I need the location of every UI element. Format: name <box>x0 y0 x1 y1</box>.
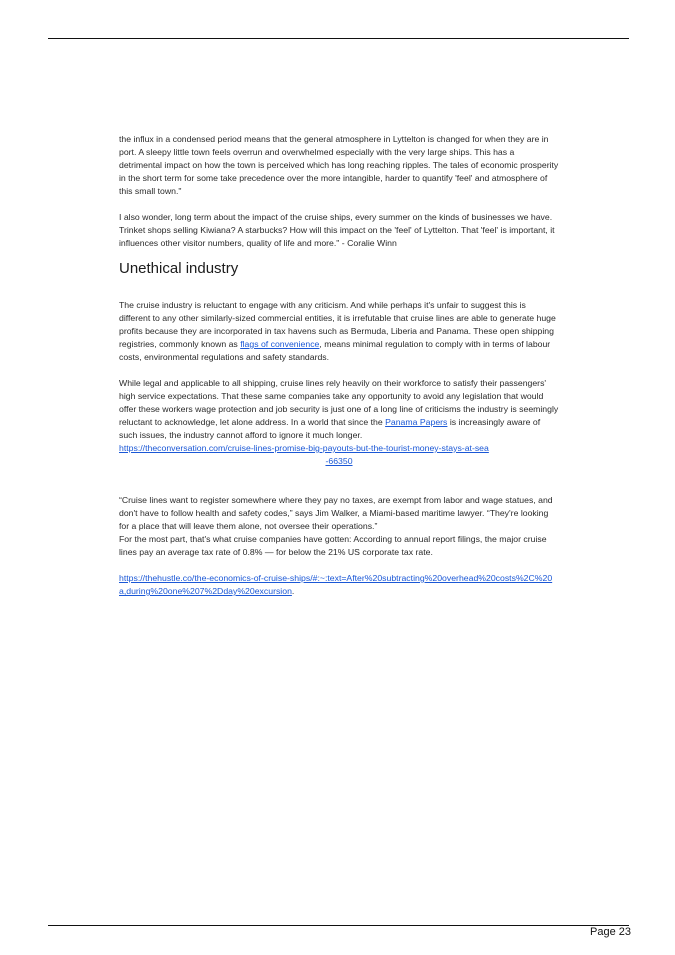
footer-rule <box>48 925 629 926</box>
hustle-url-link[interactable]: https://thehustle.co/the-economics-of-cruise-ships/#:~:text=After%20subtracting%20overhead%20costs%2C%20a,during%20one%207%2Dday%20excursion <box>119 573 553 596</box>
paragraph-tax-rate: For the most part, that's what cruise companies have gotten: According to annual report filings, the major cruise lines pay an average tax rate of 0.8% — for below the 21% US corporate tax rate. <box>119 534 547 557</box>
document-body <box>119 133 559 598</box>
flags-of-convenience-link[interactable]: flags of convenience <box>240 339 320 349</box>
paragraph-workforce <box>119 377 559 442</box>
page-number: Page 23 <box>590 926 631 938</box>
section-heading: Unethical industry <box>119 260 239 277</box>
quote-paragraph-1: the influx in a condensed period means that the general atmosphere in Lyttelton is changed for when they are in port. A sleepy little town feels overrun and overwhelmed especially with the very large ships. This has a detrimental impact on how the town is perceived which has long reaching ripples. The tales of economic prosperity in the short term for some take precedence over the more intangible, harder to quantify 'feel' and atmosphere of this small town." <box>119 134 559 196</box>
panama-papers-link[interactable]: Panama Papers <box>385 417 448 427</box>
url-period: . <box>291 586 295 596</box>
paragraph-text: is increasingly aware of such issues, the industry cannot afford to ignore it much longer. <box>119 417 541 440</box>
paragraph-text: The cruise industry is reluctant to engage with any criticism. And while perhaps it's unfair to suggest this is different to any other similarly-sized commercial entities, it is irrefutable that cruise lines are able to generate huge profits because they are incorporated in tax havens such as Bermuda, Liberia and Panama. These open shipping registries, commonly known as <box>119 300 556 349</box>
header-rule <box>48 38 629 39</box>
hustle-url-paragraph <box>119 572 559 598</box>
paragraph-tax-havens <box>119 299 559 364</box>
quote-paragraph-2: I also wonder, long term about the impact of the cruise ships, every summer on the kinds of businesses we have. Trinket shops selling Kiwiana? A starbucks? How will this impact on the 'feel' of Lyttelton. That 'feel' is important, it influences other visitor numbers, quality of life and more." - Coralie Winn <box>119 212 555 248</box>
paragraph-text: , means minimal regulation to comply with in terms of labour costs, environmental regulations and safety standards. <box>119 339 551 362</box>
conversation-url-link[interactable]: https://theconversation.com/cruise-lines-promise-big-payouts-but-the-tourist-money-stays-at-sea <box>119 443 489 453</box>
paragraph-text: While legal and applicable to all shipping, cruise lines rely heavily on their workforce to satisfy their passengers' high service expectations. That these same companies take any opportunity to avoid any legislation that would offer these workers wage protection and job security is just one of a long line of criticisms the industry is seemingly reluctant to acknowledge, let alone address. In a world that since the <box>119 378 559 427</box>
conversation-url-link-tail[interactable]: -66350 <box>325 456 353 466</box>
quote-paragraph-walker: “Cruise lines want to register somewhere where they pay no taxes, are exempt from labor and wage statues, and don't have to follow health and safety codes,” says Jim Walker, a Miami-based maritime lawyer. “They're looking for a place that will leave them alone, not oversee their operations.” <box>119 495 553 531</box>
